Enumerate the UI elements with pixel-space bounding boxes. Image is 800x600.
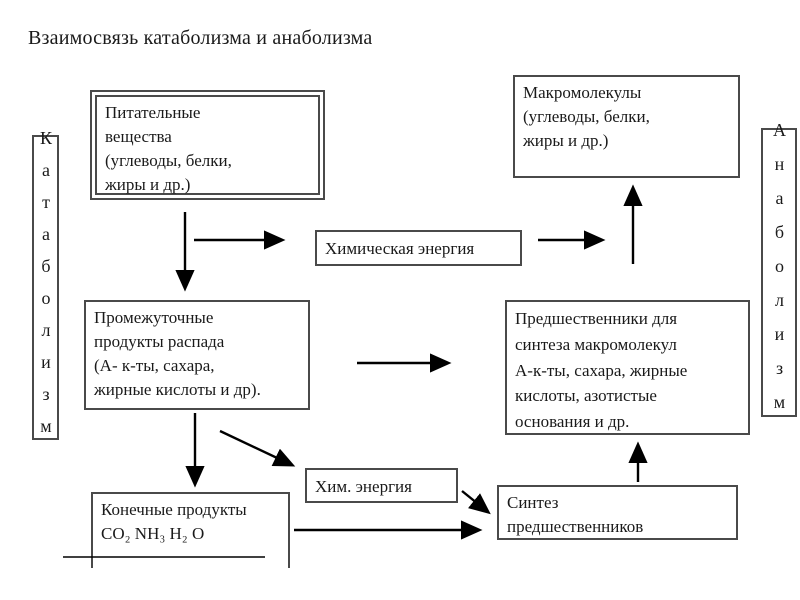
diagram-title: Взаимосвязь катаболизма и анаболизма: [28, 27, 373, 49]
intermediates-box: [84, 300, 310, 410]
precursors-line: синтеза макромолекул: [515, 334, 677, 354]
nutrients-box: [90, 90, 325, 200]
macromolecules-box: [513, 75, 740, 178]
synthesis-line: Синтез: [507, 493, 559, 512]
arrow-intermediates-to-chem-energy-small: [220, 431, 292, 465]
nutrients-line: вещества: [105, 127, 172, 147]
intermediates-line: жирные кислоты и др).: [94, 380, 261, 400]
chemical-energy-small-box: Хим. энергия: [305, 468, 458, 503]
precursors-line: Предшественники для: [515, 309, 678, 328]
precursor-synthesis-box: [497, 485, 738, 540]
chemical-energy-box: Химическая энергия: [315, 230, 522, 266]
nutrients-box-inner: [95, 95, 320, 195]
precursors-line: кислоты, азотистые: [515, 386, 657, 406]
precursors-line: основания и др.: [515, 412, 630, 432]
intermediates-line: (А- к-ты, сахара,: [94, 356, 215, 376]
catabolism-side-label: Катаболизм: [32, 135, 59, 440]
macromolecules-line: (углеводы, белки,: [523, 107, 650, 127]
macromolecules-line: жиры и др.): [523, 131, 609, 151]
nutrients-line: жиры и др.): [105, 175, 191, 195]
nutrients-line: Питательные: [105, 103, 201, 122]
intermediates-line: продукты распада: [94, 332, 225, 352]
synthesis-line: предшественников: [507, 516, 644, 536]
end-products-box: [91, 492, 290, 568]
arrow-chem-energy-small-to-synthesis: [462, 491, 488, 512]
precursors-box: [505, 300, 750, 435]
intermediates-line: Промежуточные: [94, 308, 214, 327]
precursors-line: А-к-ты, сахара, жирные: [515, 360, 688, 380]
nutrients-line: (углеводы, белки,: [105, 151, 232, 171]
end-products-line: Конечные продукты: [101, 500, 247, 519]
end-products-formula: CO₂ NH₃ H₂ O: [101, 524, 205, 544]
macromolecules-line: Макромолекулы: [523, 83, 642, 102]
anabolism-side-label: Анаболизм: [761, 128, 797, 417]
